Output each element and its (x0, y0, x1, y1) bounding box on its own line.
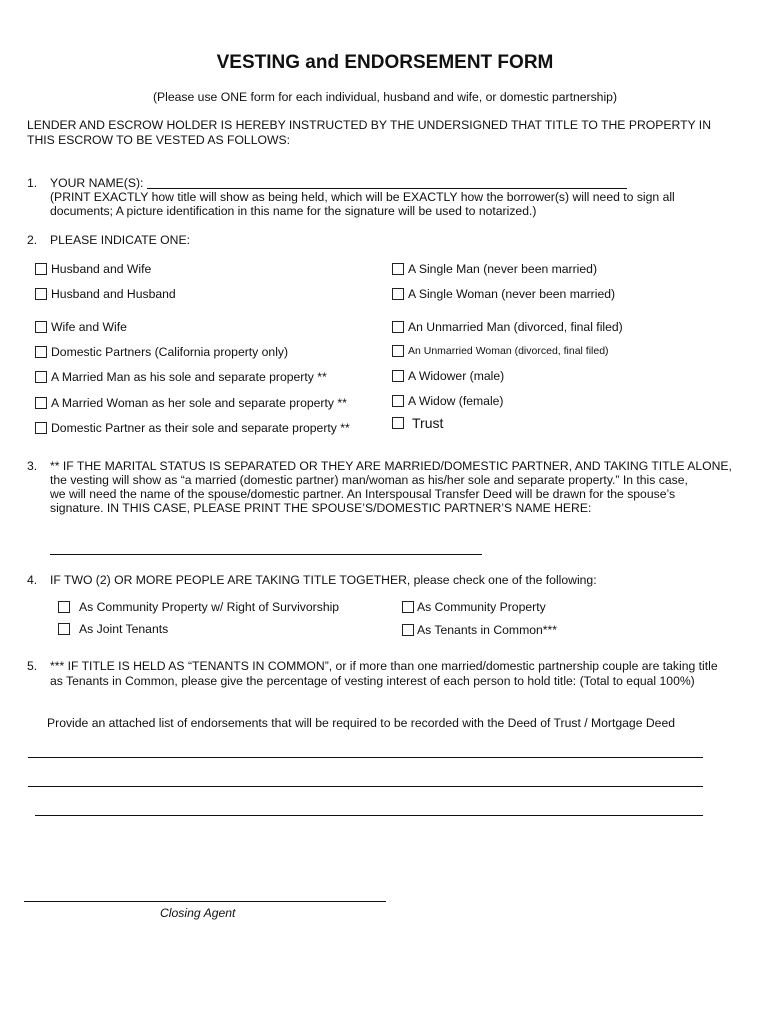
endorsements-instruction: Provide an attached list of endorsements that will be required to be recorded with the Deed of Trust / Mortgage Deed (47, 716, 676, 730)
section-3-line2: the vesting will show as “a married (domestic partner) man/woman as his/her sole and separate property.” In this case, (50, 473, 688, 487)
option-trust[interactable] (392, 415, 443, 431)
option-label: A Single Woman (never been married) (408, 287, 616, 301)
checkbox[interactable] (392, 288, 404, 300)
section-1-note-line2: documents; A picture identification in this name for the signature will be used to notarized.) (50, 204, 537, 218)
option-label: Husband and Husband (51, 287, 176, 301)
section-2-number: 2. (27, 233, 38, 247)
option-widow[interactable] (392, 394, 504, 408)
option-label: Domestic Partner as their sole and separate property ** (51, 421, 350, 435)
checkbox[interactable] (35, 321, 47, 333)
checkbox[interactable] (402, 624, 414, 636)
checkbox[interactable] (35, 346, 47, 358)
intro-instruction: LENDER AND ESCROW HOLDER IS HEREBY INSTRUCTED BY THE UNDERSIGNED THAT TITLE TO THE PROPERTY IN THIS ESCROW TO BE VESTED AS FOLLOWS: (27, 118, 711, 147)
section-4-label: IF TWO (2) OR MORE PEOPLE ARE TAKING TITLE TOGETHER, please check one of the following: (50, 573, 597, 587)
checkbox[interactable] (35, 288, 47, 300)
option-label: As Joint Tenants (79, 622, 169, 636)
section-3-line3: we will need the name of the spouse/domestic partner. An Interspousal Transfer Deed will be drawn for the spouse’s (50, 487, 676, 501)
section-5-number: 5. (27, 659, 38, 673)
option-single-man[interactable] (392, 262, 597, 276)
checkbox[interactable] (35, 397, 47, 409)
option-label: As Community Property (417, 600, 546, 614)
checkbox[interactable] (392, 395, 404, 407)
checkbox[interactable] (35, 422, 47, 434)
checkbox[interactable] (402, 601, 414, 613)
option-label: Domestic Partners (California property only) (51, 345, 289, 359)
checkbox[interactable] (392, 370, 404, 382)
checkbox[interactable] (392, 417, 404, 429)
section-1-number: 1. (27, 176, 38, 190)
endorsement-line-3[interactable] (35, 815, 703, 816)
section-5-line2: as Tenants in Common, please give the percentage of vesting interest of each person to hold title: (Total to equal 100%) (50, 674, 695, 688)
spouse-name-line[interactable] (50, 554, 482, 555)
form-subtitle: (Please use ONE form for each individual, husband and wife, or domestic partnership) (152, 90, 618, 104)
section-1-note-line1: (PRINT EXACTLY how title will show as being held, which will be EXACTLY how the borrower(s) will need to sign all (50, 190, 675, 204)
option-label: A Widower (male) (408, 369, 505, 383)
option-married-man[interactable] (35, 370, 327, 384)
form-title: VESTING and ENDORSEMENT FORM (216, 52, 554, 73)
your-names-line[interactable] (147, 188, 627, 189)
option-domestic-partners[interactable] (35, 345, 288, 359)
closing-agent-signature-line[interactable] (24, 901, 386, 902)
option-label: As Tenants in Common*** (417, 623, 557, 637)
option-single-woman[interactable] (392, 287, 615, 301)
option-label: A Married Woman as her sole and separate property ** (51, 396, 347, 410)
section-3-line1: ** IF THE MARITAL STATUS IS SEPARATED OR THEY ARE MARRIED/DOMESTIC PARTNER, AND TAKING TITLE ALONE, (50, 459, 732, 473)
option-joint-tenants[interactable] (58, 622, 168, 636)
option-label: An Unmarried Man (divorced, final filed) (408, 320, 623, 334)
option-label: Wife and Wife (51, 320, 127, 334)
section-3-number: 3. (27, 459, 38, 473)
option-tenants-in-common[interactable] (402, 623, 557, 637)
option-label: Husband and Wife (51, 262, 152, 276)
section-4-number: 4. (27, 573, 38, 587)
option-label: A Single Man (never been married) (408, 262, 598, 276)
option-wife-and-wife[interactable] (35, 320, 127, 334)
checkbox[interactable] (58, 623, 70, 635)
option-community-property[interactable] (402, 600, 546, 614)
option-domestic-partner-sole[interactable] (35, 421, 350, 435)
option-unmarried-woman[interactable] (392, 345, 609, 357)
section-1-label: YOUR NAME(S): (50, 176, 144, 190)
option-label: A Widow (female) (408, 394, 504, 408)
endorsement-line-2[interactable] (28, 786, 703, 787)
option-label: Trust (412, 415, 444, 431)
checkbox[interactable] (392, 345, 404, 357)
option-label: A Married Man as his sole and separate property ** (51, 370, 327, 384)
checkbox[interactable] (58, 601, 70, 613)
checkbox[interactable] (35, 263, 47, 275)
checkbox[interactable] (35, 371, 47, 383)
closing-agent-label: Closing Agent (160, 906, 236, 920)
checkbox[interactable] (392, 263, 404, 275)
section-5-line1: *** IF TITLE IS HELD AS “TENANTS IN COMMON”, or if more than one married/domestic partnership couple are taking title (50, 659, 718, 673)
option-community-property-survivorship[interactable] (58, 600, 339, 614)
option-husband-and-husband[interactable] (35, 287, 176, 301)
checkbox[interactable] (392, 321, 404, 333)
option-husband-and-wife[interactable] (35, 262, 151, 276)
section-2-label: PLEASE INDICATE ONE: (50, 233, 190, 247)
endorsement-line-1[interactable] (28, 757, 703, 758)
option-married-woman[interactable] (35, 396, 347, 410)
option-label: As Community Property w/ Right of Survivorship (79, 600, 340, 614)
section-3-line4: signature. IN THIS CASE, PLEASE PRINT THE SPOUSE’S/DOMESTIC PARTNER’S NAME HERE: (50, 501, 592, 515)
option-label: An Unmarried Woman (divorced, final filed) (408, 345, 609, 357)
option-unmarried-man[interactable] (392, 320, 623, 334)
option-widower[interactable] (392, 369, 504, 383)
